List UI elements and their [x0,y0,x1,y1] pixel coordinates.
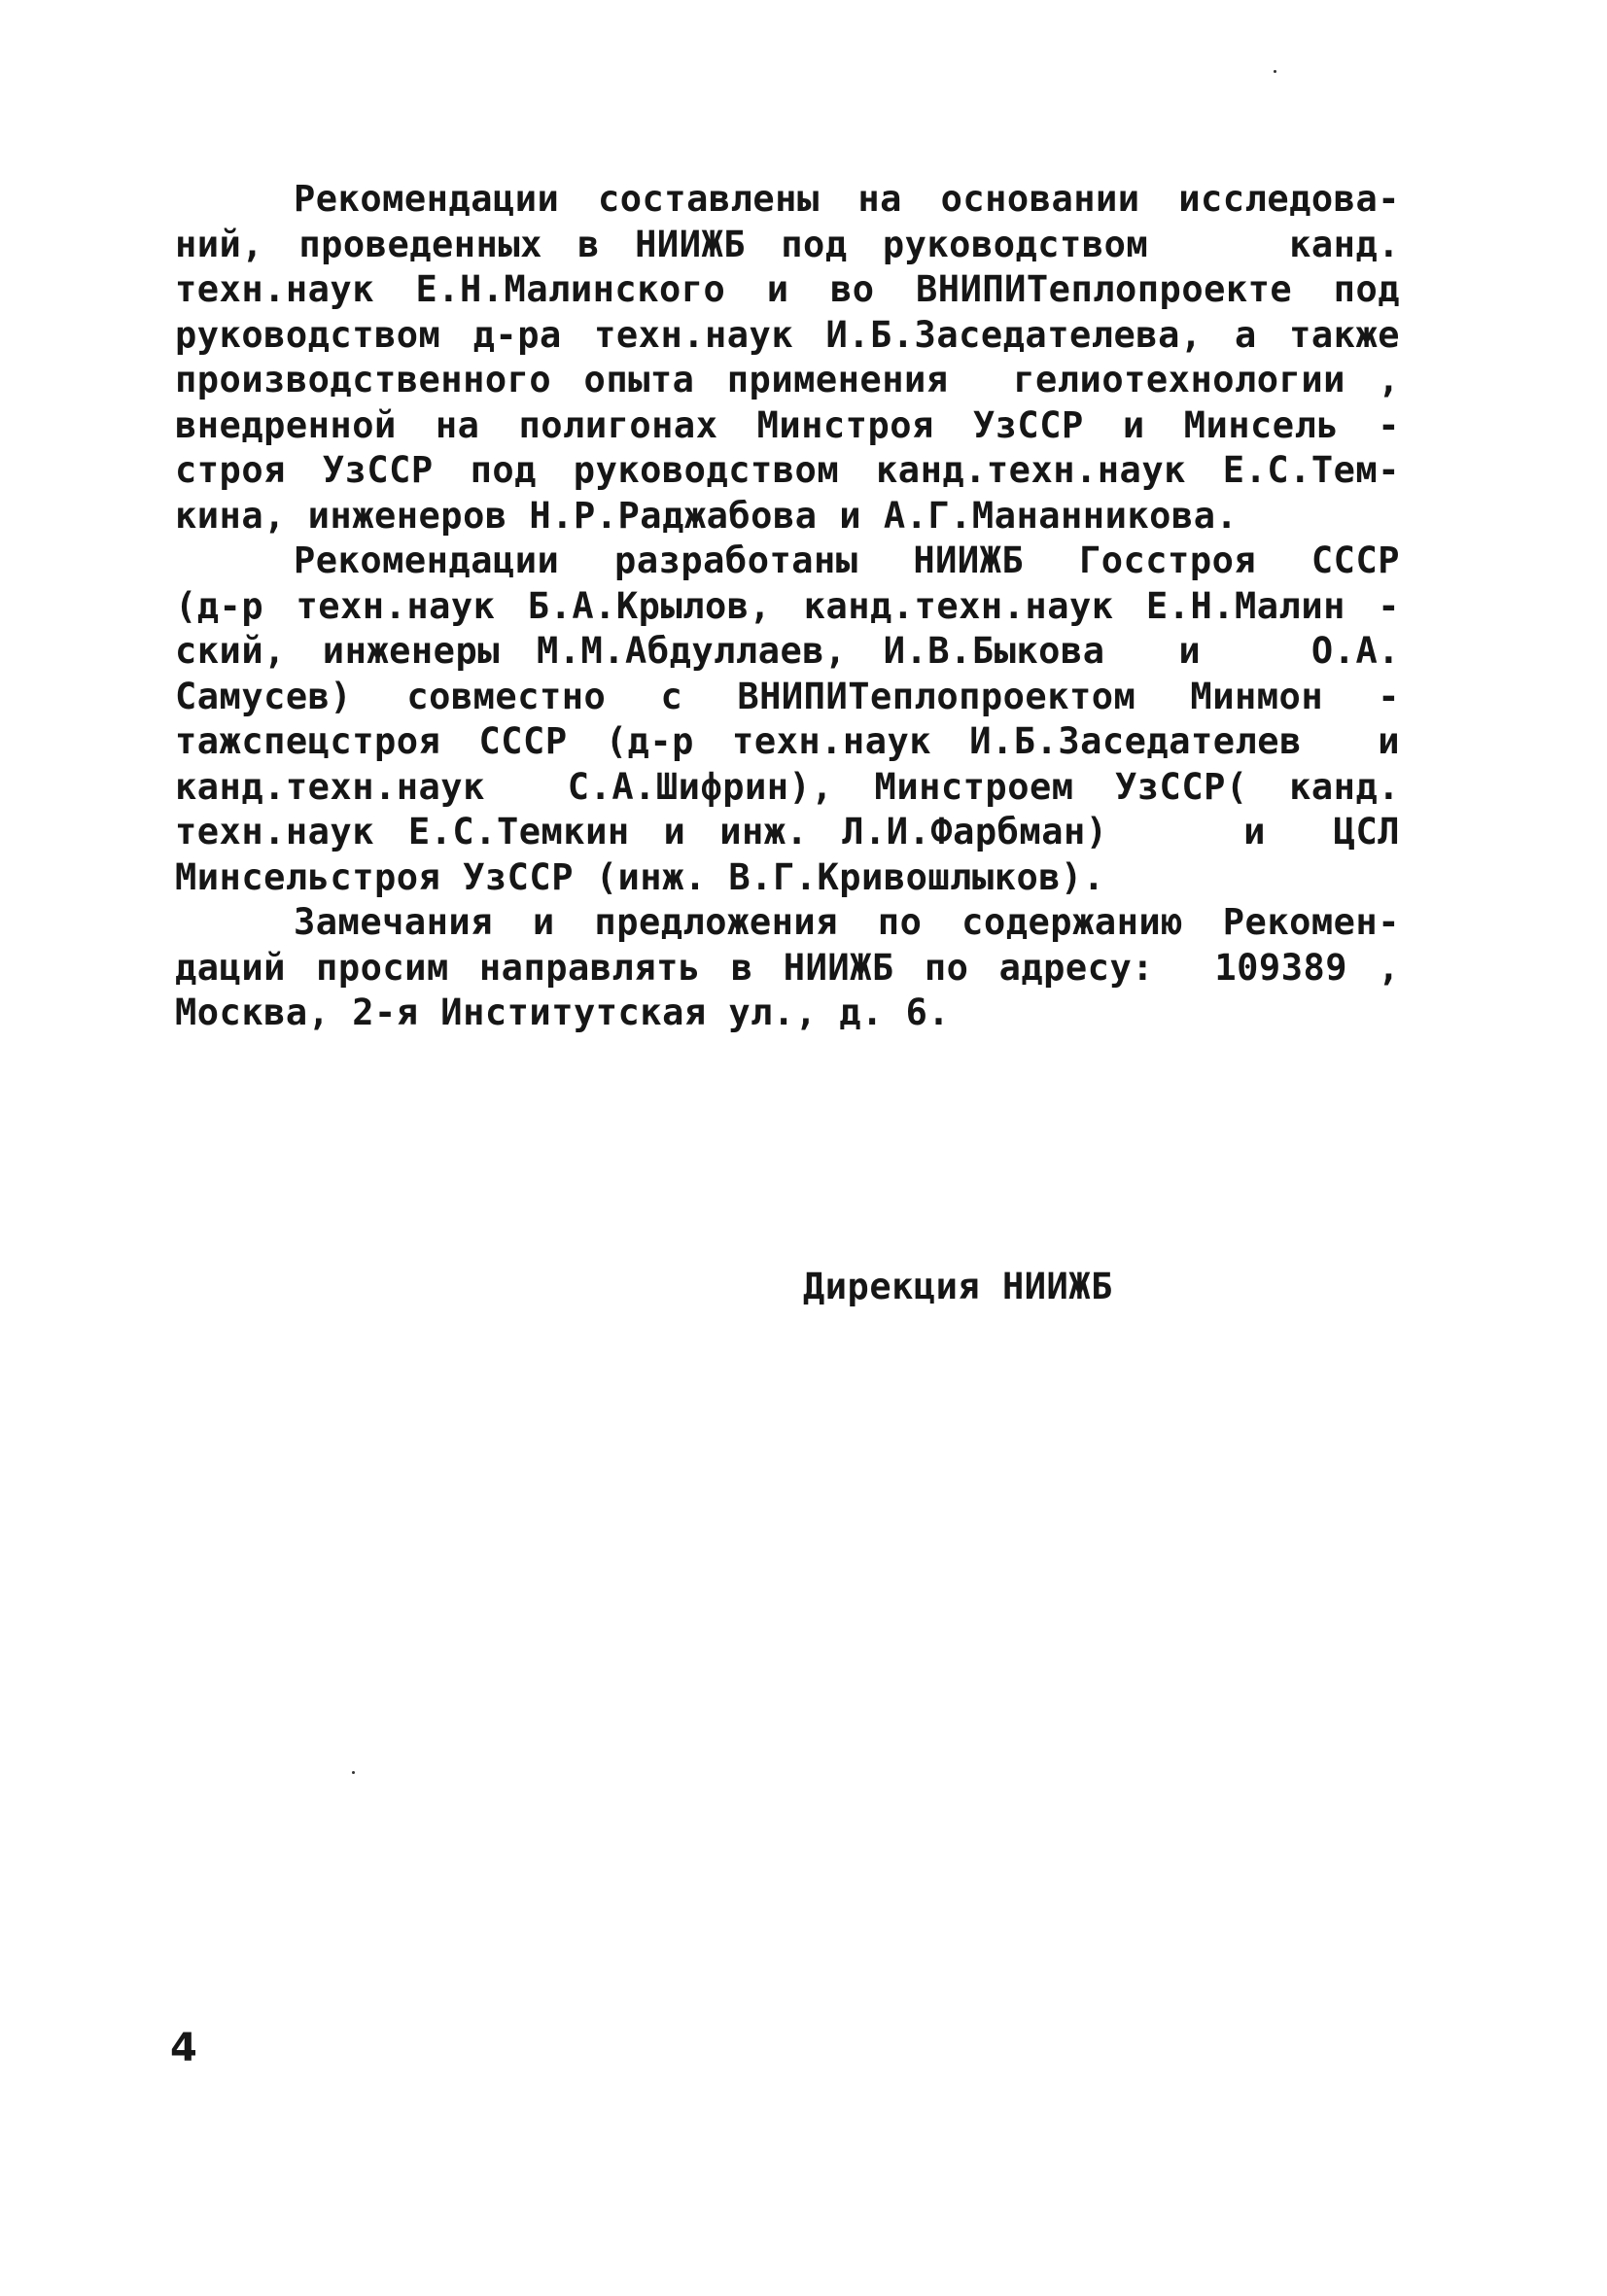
scan-speck [1274,70,1276,73]
paragraph-1-line-6: внедренной на полигонах Минстроя УзССР и Минсель - [175,403,1400,446]
paragraph-1-line-2: ний, проведенных в НИИЖБ под руководством канд. [175,223,1400,265]
paragraph-2-line-5: тажспецстроя СССР (д-р техн.наук И.Б.Заседателев и [175,720,1400,762]
paragraph-2-line-4: Самусев) совместно с ВНИПИТеплопроектом Минмон - [175,675,1400,717]
scan-speck [352,1771,355,1774]
paragraph-1-line-1: Рекомендации составлены на основании исследова- [294,178,1400,220]
document-body [175,177,1400,1036]
paragraph-2-line-1: Рекомендации разработаны НИИЖБ Госстроя СССР [294,539,1400,581]
paragraph-2-line-3: ский, инженеры М.М.Абдуллаев, И.В.Быкова и О.А. [175,630,1400,672]
paragraph-1-line-3: техн.наук Е.Н.Малинского и во ВНИПИТеплопроекте под [175,268,1400,310]
signature: Дирекция НИИЖБ [803,1266,1113,1307]
paragraph-2-line-8: Минсельстроя УзССР (инж. В.Г.Кривошлыков). [175,855,1105,898]
paragraph-1-line-5: производственного опыта применения гелиотехнологии , [175,359,1400,400]
paragraph-3-line-2: даций просим направлять в НИИЖБ по адресу: 109389 , [175,946,1400,989]
paragraph-2-line-6: канд.техн.наук С.А.Шифрин), Минстроем УзССР( канд. [175,765,1400,808]
paragraph-1-line-8: кина, инженеров Н.Р.Раджабова и А.Г.Мананникова. [175,494,1239,537]
paragraph-2-line-2: (д-р техн.наук Б.А.Крылов, канд.техн.наук Е.Н.Малин - [175,584,1400,627]
page-number: 4 [170,2026,197,2070]
paragraph-3-line-3: Москва, 2-я Институтская ул., д. 6. [175,991,951,1033]
paragraph-1-line-7: строя УзССР под руководством канд.техн.наук Е.С.Тем- [175,449,1400,491]
paragraph-3-line-1: Замечания и предложения по содержанию Рекомен- [294,901,1400,943]
paragraph-1-line-4: руководством д-ра техн.наук И.Б.Заседателева, а также [175,313,1400,356]
paragraph-2-line-7: техн.наук Е.С.Темкин и инж. Л.И.Фарбман) и ЦСЛ [175,811,1400,852]
